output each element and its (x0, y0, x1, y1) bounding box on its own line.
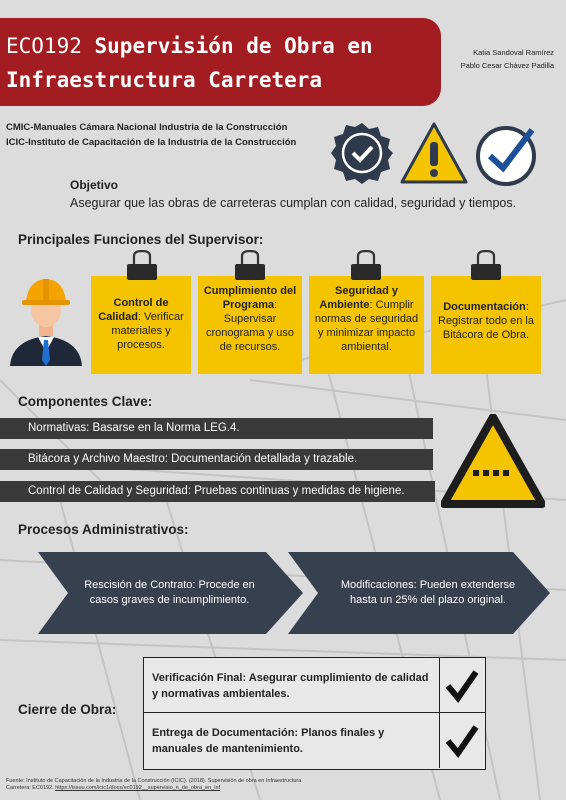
circle-check-icon (474, 122, 540, 186)
author-2: Pablo Cesar Chávez Padilla (460, 61, 554, 70)
caution-sign-icon (441, 414, 545, 508)
title-line-1: Supervisión de Obra en (94, 34, 373, 58)
binder-clip-icon (125, 250, 159, 286)
functions-heading: Principales Funciones del Supervisor: (18, 232, 264, 247)
admin-heading: Procesos Administrativos: (18, 522, 189, 537)
author-1: Katia Sandoval Ramírez (473, 48, 554, 57)
institution-cmic: CMIC-Manuales Cámara Nacional Industria de la Construcción (6, 122, 288, 133)
checklist-row-text: Verificación Final: Asegurar cumplimiento de calidad y normativas ambientales. (152, 672, 429, 700)
closing-checklist (143, 657, 486, 770)
binder-clip-icon (469, 250, 503, 286)
checklist-row-text: Entrega de Documentación: Planos finales y manuales de mantenimiento. (152, 727, 385, 755)
function-card-title: Control de Calidad (98, 297, 169, 323)
objective-title: Objetivo (70, 178, 119, 192)
checkmark-icon (440, 713, 484, 765)
function-card-quality (91, 276, 191, 374)
objective-text: Asegurar que las obras de carreteras cumplan con calidad, seguridad y tiempos. (70, 196, 517, 210)
institution-icic: ICIC-Instituto de Capacitación de la Industria de la Construcción (6, 137, 297, 148)
source-link[interactable]: https://issuu.com/icic1/docs/ec0192__supervisio_n_de_obra_en_inf (55, 785, 221, 791)
function-card-text: : Verificar materiales y procesos. (111, 311, 184, 351)
closing-heading: Cierre de Obra: (18, 702, 117, 717)
checklist-row (144, 658, 485, 713)
function-card-documentation (431, 276, 541, 374)
supervisor-avatar (8, 274, 84, 366)
component-bar-norms: Normativas: Basarse en la Norma LEG.4. (0, 418, 433, 439)
warning-exclamation-icon (400, 122, 468, 184)
binder-clip-icon (349, 250, 383, 286)
components-heading: Componentes Clave: (18, 394, 153, 409)
badge-check-icon (331, 122, 393, 184)
checklist-row (144, 713, 485, 768)
source-footer (6, 778, 306, 792)
source-text: Fuente: Instituto de Capacitación de la Industria de la Construcción (ICIC). (2018). Supervisión de obra en Infraestructura Carretera: EC0192. (6, 778, 302, 791)
binder-clip-icon (233, 250, 267, 286)
authors (461, 46, 554, 72)
component-bar-logbook: Bitácora y Archivo Maestro: Documentación detallada y trazable. (0, 449, 433, 470)
institutions (6, 120, 296, 150)
title-line-2: Infraestructura Carretera (6, 68, 323, 92)
function-card-title: Documentación (443, 301, 526, 313)
function-card-text: : Registrar todo en la Bitácora de Obra. (438, 301, 534, 341)
course-code: ECO192 (6, 34, 82, 58)
function-card-schedule (198, 276, 302, 374)
function-card-text: : Cumplir normas de seguridad y minimizar impacto ambiental. (314, 299, 419, 353)
admin-text-modifications: Modificaciones: Pueden extenderse hasta un 25% del plazo original. (340, 579, 516, 606)
admin-text-rescission: Rescisión de Contrato: Procede en casos graves de incumplimiento. (84, 579, 255, 606)
function-card-title: Cumplimiento del Programa (203, 285, 297, 311)
function-card-safety (309, 276, 424, 374)
checkmark-icon (440, 658, 484, 710)
component-bar-quality-safety: Control de Calidad y Seguridad: Pruebas continuas y medidas de higiene. (0, 481, 435, 502)
title-banner (0, 18, 441, 106)
function-card-text: : Supervisar cronograma y uso de recursos. (205, 299, 295, 353)
function-card-title: Seguridad y Ambiente (319, 285, 398, 311)
